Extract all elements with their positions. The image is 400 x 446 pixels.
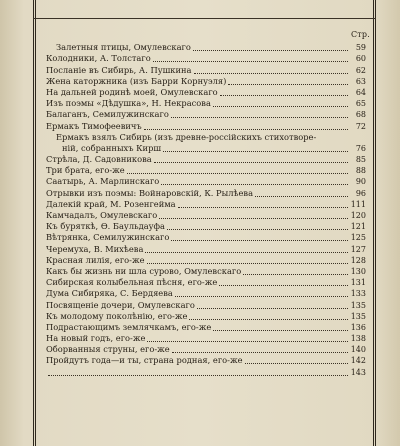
toc-entry-page: 64 <box>355 87 366 97</box>
leader-dots <box>194 73 349 74</box>
leader-dots <box>153 61 348 62</box>
leader-dots <box>193 50 348 51</box>
toc-entry-page: 138 <box>350 334 366 344</box>
toc-entry-title: Изъ поэмы «Дѣдушка», Н. Некрасова <box>46 98 211 109</box>
toc-entry-title: Къ буряткѣ, Ѳ. Баульдауфа <box>46 221 165 232</box>
toc-entry-page: 72 <box>355 121 366 131</box>
toc-entry-page: 127 <box>350 244 366 254</box>
toc-entry-page: 125 <box>350 233 366 243</box>
toc-entry-title: Балаганъ, Семилужинскаго <box>46 109 169 120</box>
toc-entry-title: Колодники, А. Толстаго <box>46 53 151 64</box>
toc-entry-title: Саатырь, А. Марлинскаго <box>46 176 160 187</box>
toc-entry <box>46 76 366 87</box>
toc-entry <box>46 64 366 75</box>
toc-entry-page: 60 <box>355 54 366 64</box>
leader-dots <box>171 240 348 241</box>
toc-entry <box>46 355 366 366</box>
toc-entry-title: Красная лилія, его-же <box>46 254 145 265</box>
toc-entry-title: Залетныя птицы, Омулевскаго <box>56 42 191 53</box>
toc-entry-page: 62 <box>355 65 366 75</box>
leader-dots <box>147 263 348 264</box>
leader-dots <box>144 129 348 130</box>
toc-entry-title: Камчадалъ, Омулевскаго <box>46 210 158 220</box>
toc-entry <box>46 98 366 109</box>
toc-entry-page: 130 <box>350 266 366 276</box>
leader-dots <box>167 229 348 230</box>
toc-entry-page: 85 <box>355 155 366 165</box>
toc-entry <box>46 221 366 232</box>
toc-entry <box>46 311 366 322</box>
toc-entry <box>46 132 366 143</box>
toc-entry <box>46 266 366 277</box>
toc-entry-page: 133 <box>350 289 366 299</box>
toc-entry-page: 65 <box>355 99 366 109</box>
toc-entry-title: Жена каторжника (изъ Барри Корнуэля) <box>46 75 227 86</box>
toc-entry-title: Посланіе въ Сибирь, А. Пушкина <box>46 64 192 75</box>
toc-entry-title: Оборванныя струны, его-же <box>46 344 170 355</box>
toc-entry <box>46 154 366 165</box>
leader-dots <box>213 330 348 331</box>
table-of-contents <box>46 42 366 378</box>
toc-entry-title: ній, собранныхъ Кирш <box>62 142 162 153</box>
toc-entry <box>46 87 366 98</box>
leader-dots <box>154 162 348 163</box>
leader-dots <box>189 319 348 320</box>
toc-entry <box>46 243 366 254</box>
toc-entry <box>46 187 366 198</box>
toc-entry-page: 111 <box>350 199 366 209</box>
toc-entry-page: 135 <box>350 300 366 310</box>
leader-dots <box>172 352 348 353</box>
toc-entry-page: 96 <box>355 188 366 198</box>
leader-dots <box>147 341 348 342</box>
toc-entry-continuation <box>46 143 366 154</box>
toc-entry <box>46 333 366 344</box>
toc-entry-title: Сибирская колыбельная пѣсня, его-же <box>46 277 218 288</box>
toc-entry-page: 63 <box>355 76 366 86</box>
toc-entry-title: Ермакъ Тимофеевичъ <box>46 120 142 131</box>
toc-entry-title: Посвященіе дочери, Омулевскаго <box>46 299 195 310</box>
leader-dots <box>220 95 348 96</box>
toc-entry <box>46 165 366 176</box>
leader-dots <box>197 308 348 309</box>
leader-dots <box>163 151 348 152</box>
toc-entry-page: 59 <box>355 43 366 53</box>
toc-entry-title: Стрѣла, Д. Садовникова <box>46 154 152 165</box>
toc-entry-title: Черемуха, В. Михѣева <box>46 243 144 254</box>
top-rule <box>33 18 376 19</box>
page-column-header: Стр. <box>350 30 370 39</box>
toc-entry <box>46 299 366 310</box>
toc-entry-title: Какъ бы жизнь ни шла сурово, Омулевскаго <box>46 265 242 276</box>
toc-entry-page: 140 <box>350 345 366 355</box>
toc-entry <box>46 232 366 243</box>
toc-entry-page: 136 <box>350 322 366 332</box>
toc-entry-page: 88 <box>355 166 366 176</box>
toc-entry <box>46 288 366 299</box>
leader-dots <box>243 274 348 275</box>
leader-dots <box>228 84 348 85</box>
toc-entry-page: 128 <box>350 255 366 265</box>
toc-entry-page: 90 <box>355 177 366 187</box>
toc-entry-title: Подрастающимъ землячкамъ, его-же <box>46 321 212 332</box>
toc-entry <box>46 120 366 131</box>
toc-entry <box>46 176 366 187</box>
toc-entry-title: Ермакъ взялъ Сибирь (изъ древне-россійскихъ стихотворе- <box>56 131 317 142</box>
toc-entry-title: Вѣтрянка, Семилужинскаго <box>46 232 170 243</box>
toc-entry <box>46 210 366 221</box>
toc-entry-page: 131 <box>350 278 366 288</box>
toc-entry-page: 68 <box>355 110 366 120</box>
toc-entry-page: 135 <box>350 311 366 321</box>
toc-entry-page: 121 <box>350 222 366 232</box>
leader-dots <box>178 207 348 208</box>
toc-entry <box>46 277 366 288</box>
leader-dots <box>255 196 348 197</box>
toc-entry-title: Отрывки изъ поэмы: Войнаровскій, К. Рылѣева <box>46 187 254 198</box>
toc-entry <box>46 53 366 64</box>
leader-dots <box>48 375 348 376</box>
toc-entry-page: 142 <box>350 356 366 366</box>
leader-dots <box>245 363 348 364</box>
leader-dots <box>159 218 348 219</box>
toc-entry-title: Дума Сибиряка, С. Бердяева <box>46 288 173 299</box>
leader-dots <box>213 106 348 107</box>
toc-entry <box>46 199 366 210</box>
toc-entry-title: На дальней родинѣ моей, Омулевскаго <box>46 86 218 97</box>
toc-entry <box>46 109 366 120</box>
leader-dots <box>171 117 348 118</box>
leader-dots <box>175 296 348 297</box>
toc-entry <box>46 366 366 377</box>
leader-dots <box>127 173 348 174</box>
leader-dots <box>145 252 348 253</box>
toc-entry-page: 76 <box>355 143 366 153</box>
toc-entry-page: 143 <box>350 367 366 377</box>
toc-entry <box>46 344 366 355</box>
toc-entry-title: Къ молодому поколѣнію, его-же <box>46 310 188 321</box>
toc-entry <box>46 322 366 333</box>
toc-entry-page: 120 <box>350 211 366 220</box>
toc-entry <box>46 42 366 53</box>
toc-entry-title: Далекій край, М. Розенгейма <box>46 198 176 209</box>
leader-dots <box>161 184 348 185</box>
toc-entry <box>46 255 366 266</box>
toc-entry-title: Три брата, его-же <box>46 165 125 176</box>
toc-entry-title: На новый годъ, его-же <box>46 333 146 344</box>
toc-entry-title: Пройдутъ года—и ты, страна родная, его-же <box>46 355 243 366</box>
leader-dots <box>219 285 348 286</box>
